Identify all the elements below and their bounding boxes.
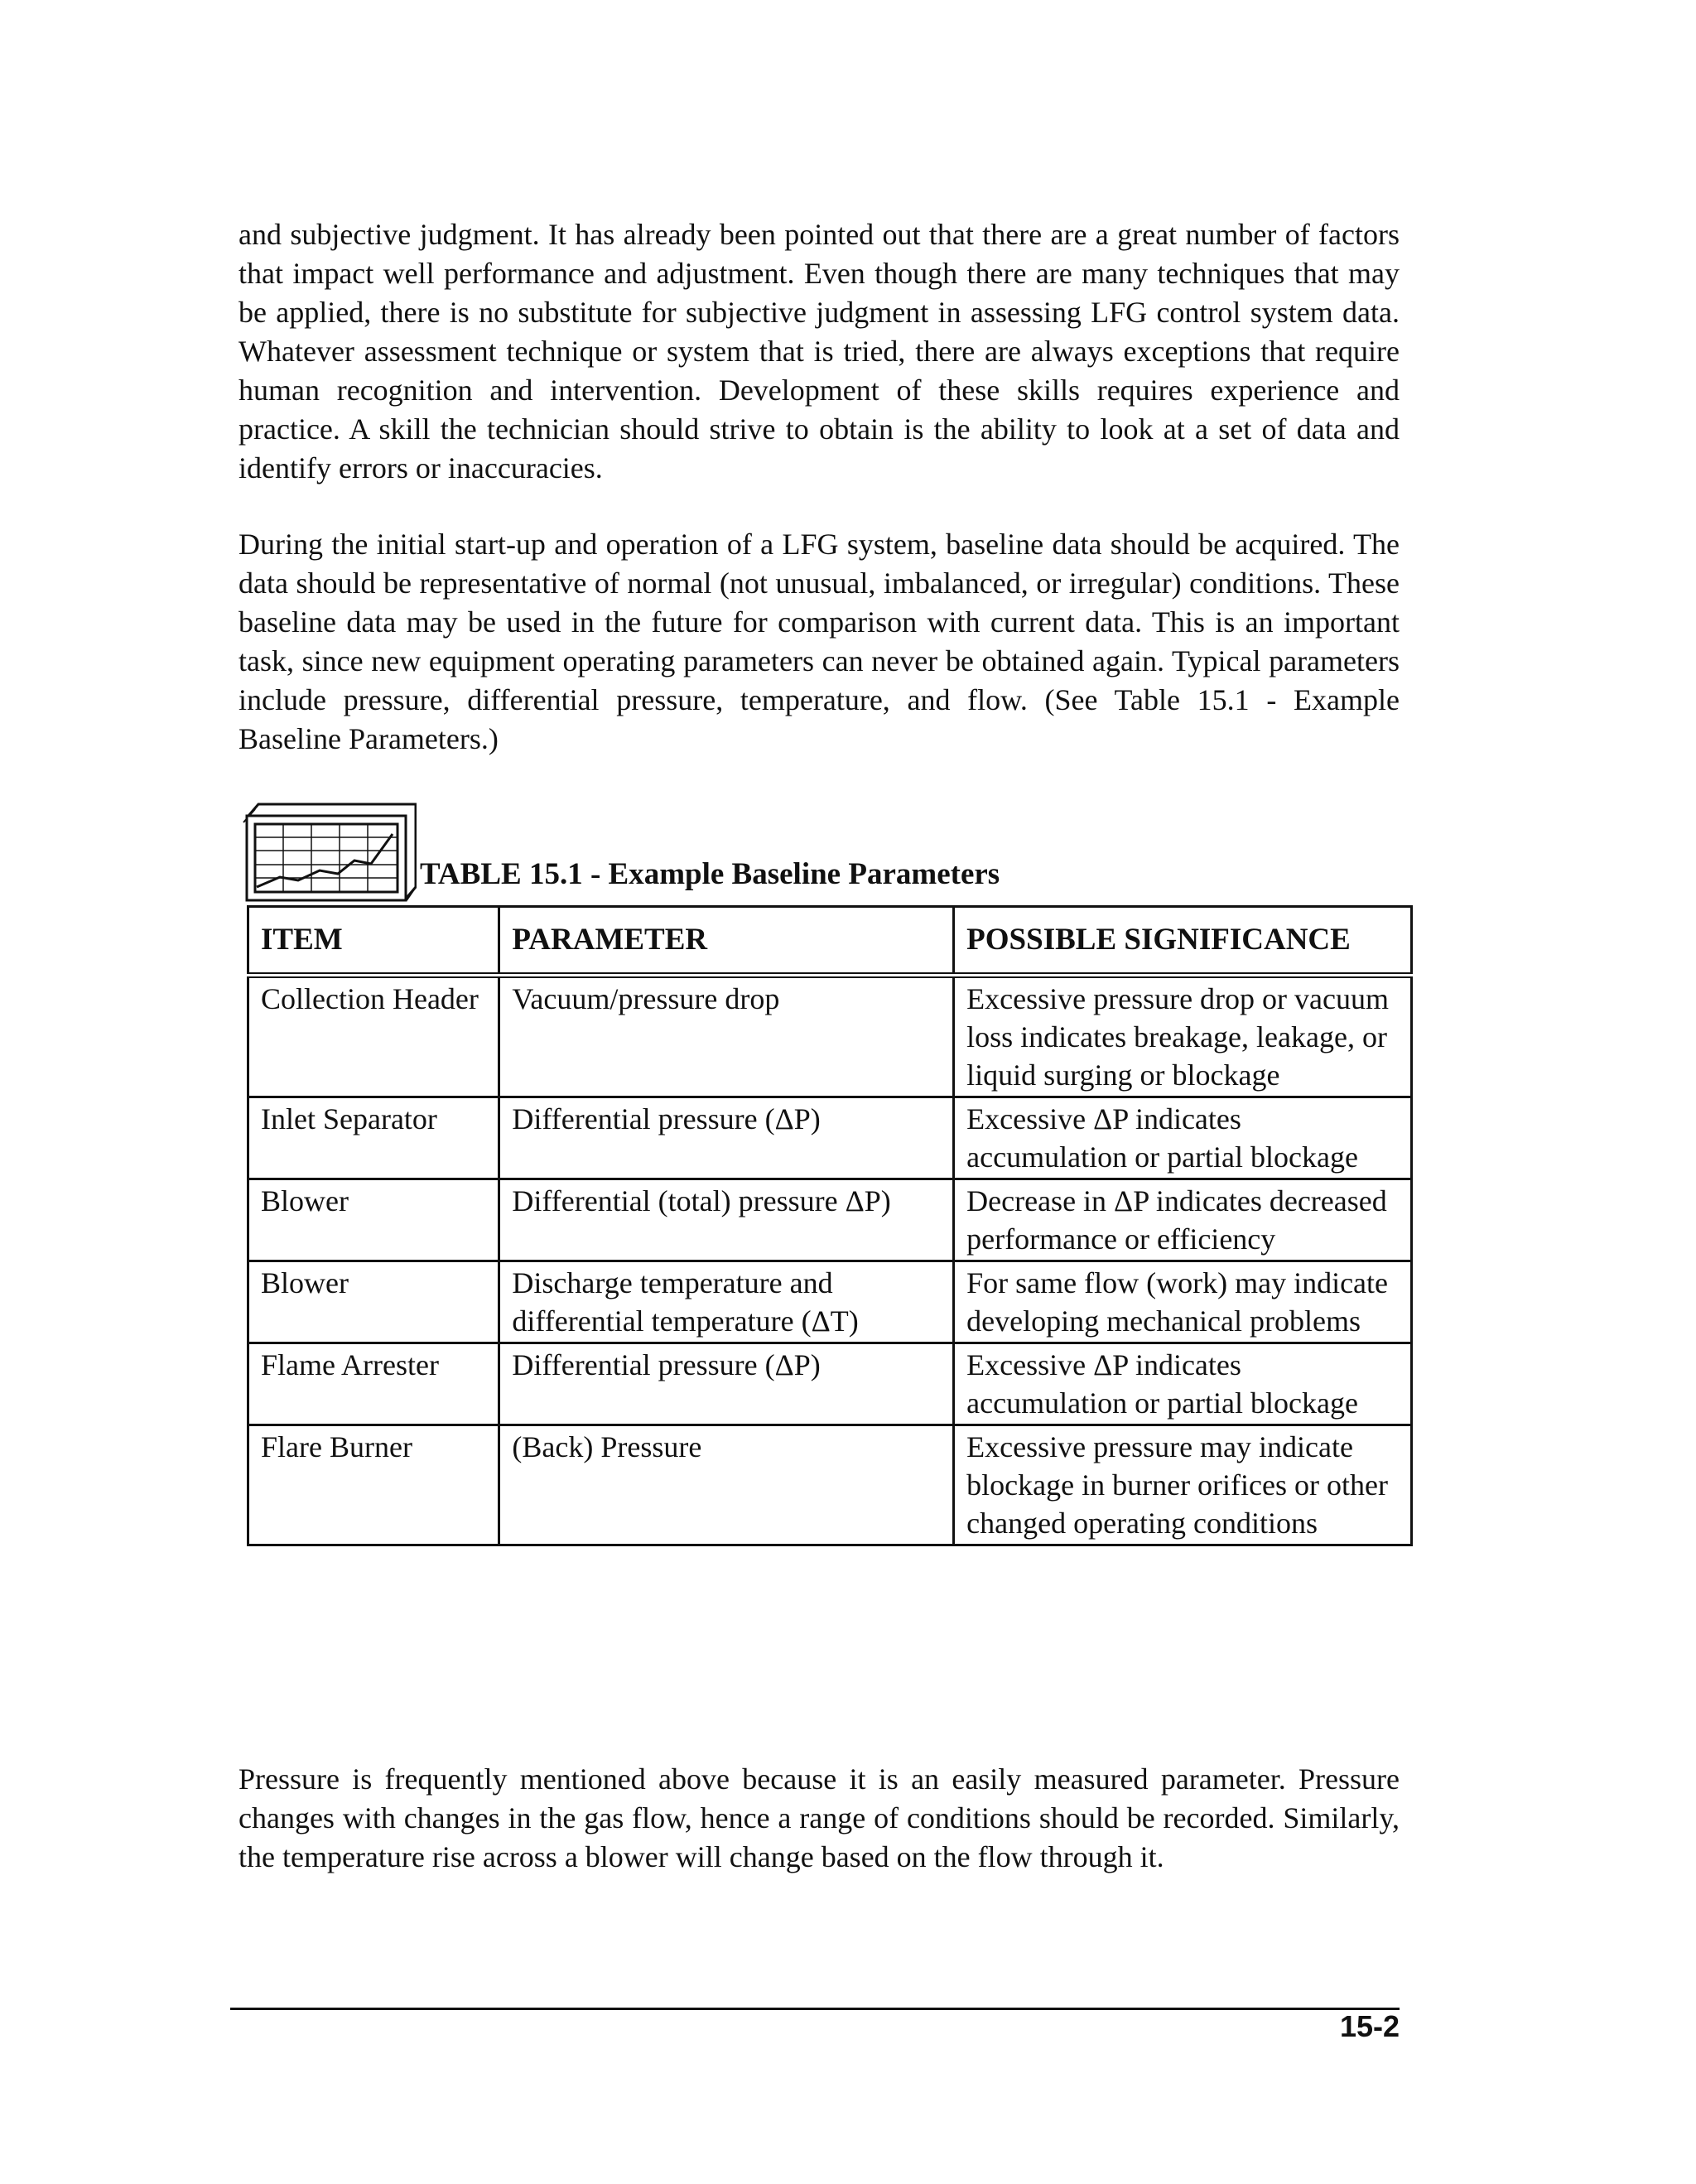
table-row — [248, 1261, 1412, 1343]
cell-item: Flare Burner — [248, 1425, 499, 1545]
page-number: 15-2 — [1339, 2009, 1400, 2043]
cell-item: Flame Arrester — [248, 1343, 499, 1425]
cell-parameter: Differential pressure (ΔP) — [499, 1343, 954, 1425]
cell-parameter: (Back) Pressure — [499, 1425, 954, 1545]
cell-parameter: Differential (total) pressure ΔP) — [499, 1179, 954, 1261]
chart-icon — [238, 801, 417, 903]
table-row — [248, 1425, 1412, 1545]
column-header-item: ITEM — [248, 907, 499, 976]
column-header-parameter: PARAMETER — [499, 907, 954, 976]
table-caption — [238, 799, 1000, 903]
cell-significance: Excessive pressure may indicate blockage in burner orifices or other changed operating conditions — [954, 1425, 1412, 1545]
column-header-significance: POSSIBLE SIGNIFICANCE — [954, 907, 1412, 976]
table-title: TABLE 15.1 - Example Baseline Parameters — [420, 857, 1000, 891]
table-row — [248, 1343, 1412, 1425]
paragraph-baseline-data: During the initial start-up and operation of a LFG system, baseline data should be acquired. The data should be representative of normal (not unusual, imbalanced, or irregular) conditions. These baseline data may be used in the future for comparison with current data. This is an important task, since new equipment operating parameters can never be obtained again. Typical parameters include pressure, differential pressure, temperature, and flow. (See Table 15.1 - Example Baseline Parameters.) — [238, 528, 1400, 755]
cell-parameter: Discharge temperature and differential temperature (ΔT) — [499, 1261, 954, 1343]
table-header-row — [248, 907, 1412, 976]
cell-significance: For same flow (work) may indicate developing mechanical problems — [954, 1261, 1412, 1343]
cell-parameter: Vacuum/pressure drop — [499, 976, 954, 1097]
paragraph-subjective-judgment: and subjective judgment. It has already been pointed out that there are a great number of factors that impact well performance and adjustment. Even though there are many techniques that may be applied, there is no substitute for subjective judgment in assessing LFG control system data. Whatever assessment technique or system that is tried, there are always exceptions that require human recognition and intervention. Development of these skills requires experience and practice. A skill the technician should strive to obtain is the ability to look at a set of data and identify errors or inaccuracies. — [238, 218, 1400, 485]
cell-significance: Excessive ΔP indicates accumulation or partial blockage — [954, 1097, 1412, 1179]
paragraph-pressure-note: Pressure is frequently mentioned above because it is an easily measured parameter. Pressure changes with changes in the gas flow, hence a range of conditions should be recorded. Similarly, the temperature rise across a blower will change based on the flow through it. — [238, 1762, 1400, 1873]
cell-significance: Excessive ΔP indicates accumulation or partial blockage — [954, 1343, 1412, 1425]
footer-rule — [230, 2008, 1400, 2010]
table-row — [248, 1179, 1412, 1261]
cell-significance: Excessive pressure drop or vacuum loss indicates breakage, leakage, or liquid surging or blockage — [954, 976, 1412, 1097]
cell-item: Blower — [248, 1261, 499, 1343]
cell-item: Collection Header — [248, 976, 499, 1097]
cell-item: Blower — [248, 1179, 499, 1261]
table-row — [248, 976, 1412, 1097]
table-row — [248, 1097, 1412, 1179]
baseline-parameters-table — [247, 905, 1413, 1546]
cell-item: Inlet Separator — [248, 1097, 499, 1179]
cell-parameter: Differential pressure (ΔP) — [499, 1097, 954, 1179]
cell-significance: Decrease in ΔP indicates decreased performance or efficiency — [954, 1179, 1412, 1261]
